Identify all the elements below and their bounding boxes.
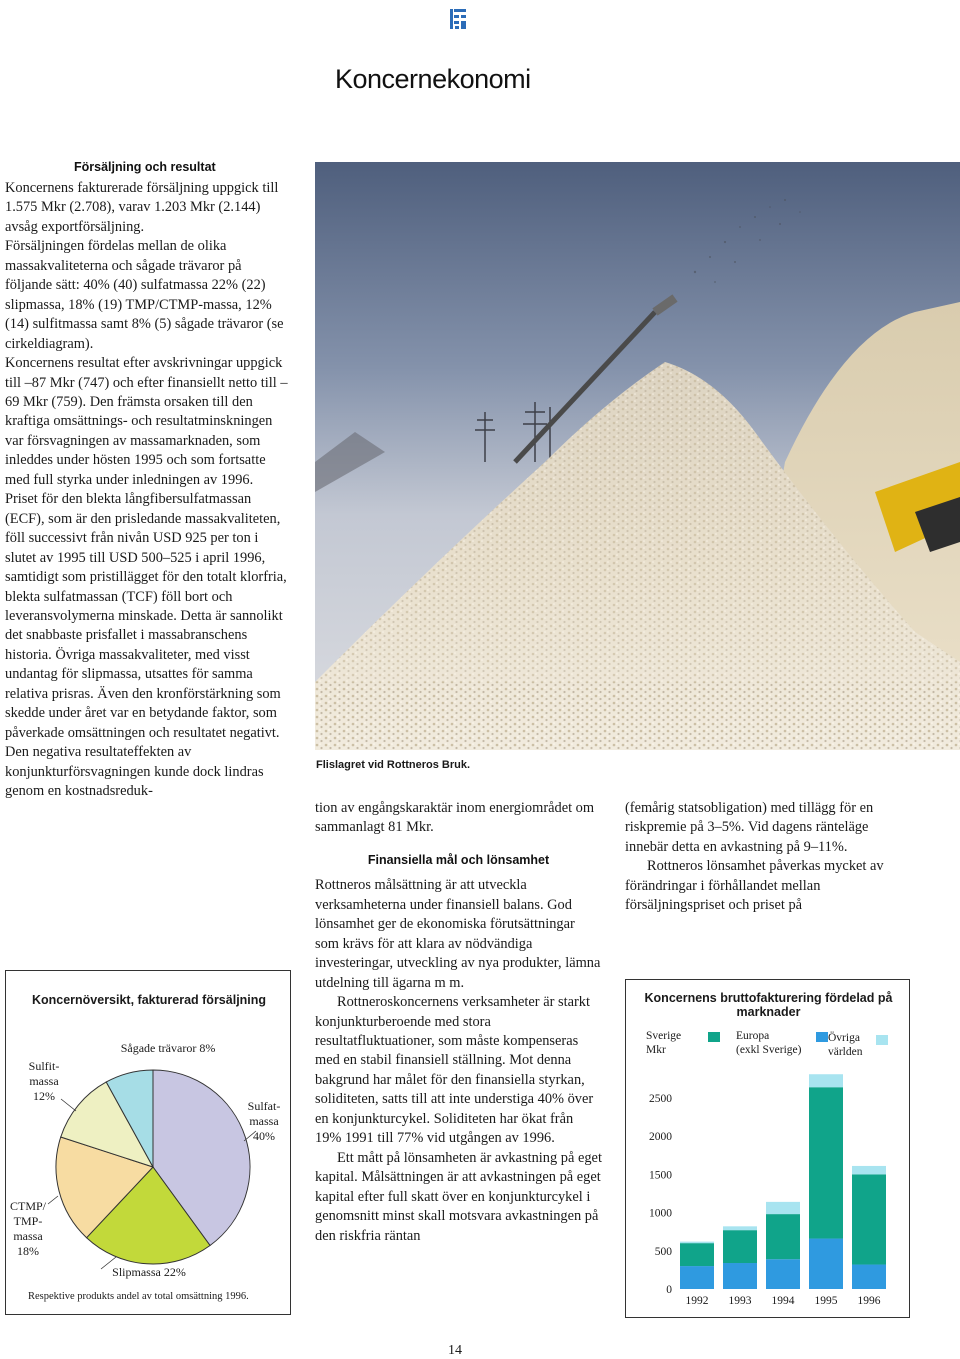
- page-title: Koncernekonomi: [335, 64, 531, 94]
- column-1-text: [5, 179, 288, 802]
- bar-segment-1995-1: [809, 1087, 843, 1238]
- bar-chart-title: Koncernens bruttofakturering fördelad på marknader: [644, 991, 893, 1019]
- x-tick-label: 1996: [857, 1295, 881, 1307]
- bar-segment-1994-0: [766, 1259, 800, 1289]
- bar-chart-box: [625, 979, 910, 1318]
- column-2-text: [315, 799, 602, 1246]
- y-tick-label: 2500: [649, 1092, 672, 1105]
- paragraph: Koncernens resultat efter avskrivningar uppgick till –87 Mkr (747) och efter finansiellt netto till –69 Mkr (759). Den främsta orsaken till den kraftiga omsättnings- och resultatminskningen var försvagningen av massamarknaden, som inleddes under hösten 1995 och som fortsatte med full styrka under inledningen av 1996. Priset för den blekta långfibersulfatmassan (ECF), som är den prisledande massakvaliteten, föll successivt från nivån USD 925 per ton i slutet av 1995 till USD 500–525 i april 1996, samtidigt som pristillägget för den totalt klorfria, blekta sulfatmassan (TCF) föll bort och leveransvolymerna minskade. Detta är sannolikt det snabbaste prisfallet i massabranschens historia. Övriga massakvaliteter, med visst undantag för slipmassa, utsattes för samma relativa prisras. Även den kronförstärkning som skedde under året var en betydande faktor, som påverkade omsättningen och resultatet negativt. Den negativa resultateffekten av konjunkturförsvagningen kunde dock lindras genom en kostnadsreduk-: [5, 355, 288, 800]
- bar-segment-1996-2: [852, 1166, 886, 1174]
- bar-segment-1996-0: [852, 1265, 886, 1289]
- photo-caption: Flislagret vid Rottneros Bruk.: [316, 759, 471, 771]
- pie-chart-title: Koncernöversikt, fakturerad försäljning: [31, 993, 267, 1007]
- pie-chart-footnote: Respektive produkts andel av total omsättning 1996.: [28, 1291, 249, 1302]
- page-number: 14: [448, 1343, 462, 1358]
- legend-ovriga: Övriga världen: [828, 1032, 863, 1058]
- y-tick-label: 1500: [649, 1169, 672, 1182]
- pie-label-sulfitmassa: Sulfit- massa 12%: [28, 1059, 60, 1103]
- section-heading-sales: Försäljning och resultat: [74, 160, 216, 174]
- paragraph: tion av engångskaraktär inom energiområdet om sammanlagt 81 Mkr.: [315, 800, 595, 836]
- legend-europa: Europa (exkl Sverige): [736, 1030, 802, 1056]
- paragraph: Försäljningen fördelas mellan de olika massakvaliteterna och sågade trävaror på följande sätt: 40% (40) sulfatmassa 22% (22) slipmassa, 18% (19) TMP/CTMP-massa, 12% (14) sulfitmassa samt 8% (5) sågade trävaror (se cirkeldiagram).: [5, 238, 284, 352]
- paragraph: Koncernens fakturerade försäljning uppgick till 1.575 Mkr (2.708), varav 1.203 Mkr (2.144) avsåg exportförsäljning.: [5, 180, 279, 235]
- rottneros-logo-icon: [449, 7, 467, 31]
- y-tick-label: 0: [666, 1284, 672, 1296]
- pie-chart-box: [5, 970, 291, 1315]
- pie-label-sulfatmassa: Sulfat- massa 40%: [247, 1099, 281, 1143]
- column-3-text: [625, 799, 910, 916]
- x-tick-label: 1995: [814, 1295, 838, 1307]
- paragraph: Rottneros målsättning är att utveckla verksamheterna under finansiell balans. God lönsamhet ger de ekonomiska förutsättningar som krävs för att klara av nödvändiga investeringar, utveckling av nya produkter, lämna utdelning till ägarna m m.: [315, 877, 601, 991]
- bar-segment-1995-0: [809, 1239, 843, 1289]
- bar-segment-1992-1: [680, 1243, 714, 1266]
- y-tick-label: 2000: [649, 1131, 672, 1144]
- bar-chart: [626, 980, 911, 1319]
- pie-label-slipmassa: Slipmassa 22%: [112, 1265, 186, 1279]
- pie-label-sagade-travaror: Sågade trävaror 8%: [120, 1041, 216, 1055]
- paragraph: Ett mått på lönsamheten är avkastning på eget kapital. Målsättningen är att avkastningen på eget kapital efter full skatt över en konjunkturcykel i genomsnitt minst skall motsvara avkastningen på den riskfria räntan: [315, 1149, 602, 1244]
- bar-segment-1994-2: [766, 1202, 800, 1214]
- bar-segment-1995-2: [809, 1074, 843, 1087]
- woodchip-pile-photo: [315, 162, 960, 750]
- section-heading-financial-goals: Finansiella mål och lönsamhet: [367, 852, 550, 867]
- paragraph: (femårig statsobligation) med tillägg för en riskpremie på 3–5%. Vid dagens ränteläge innebär detta en avkastning på 9–11%.: [625, 800, 874, 855]
- x-tick-label: 1994: [771, 1295, 795, 1307]
- bar-segment-1993-0: [723, 1263, 757, 1289]
- bar-segment-1994-1: [766, 1214, 800, 1259]
- bar-segment-1992-0: [680, 1266, 714, 1289]
- pie-label-ctmp: CTMP/ TMP- massa 18%: [9, 1199, 46, 1258]
- bar-segment-1993-2: [723, 1226, 757, 1230]
- paragraph: Rottneroskoncernens verksamheter är starkt konjunkturberoende med stora resultatfluktuationer, som måste kompenseras med en stabil finansiell ställning. Mot denna bakgrund har målet för den finansiella styrkan, soliditeten, satts till att inte understiga 40% över en konjunkturcykel. Soliditeten har ökat från 19% 1991 till 77% vid utgången av 1996.: [315, 994, 594, 1147]
- bar-segment-1993-1: [723, 1230, 757, 1263]
- y-tick-label: 1000: [649, 1207, 672, 1220]
- x-tick-label: 1993: [728, 1295, 752, 1307]
- x-tick-label: 1992: [685, 1295, 709, 1307]
- bar-segment-1992-2: [680, 1242, 714, 1244]
- y-axis-unit: Sverige Mkr: [646, 1030, 682, 1056]
- paragraph: Rottneros lönsamhet påverkas mycket av förändringar i förhållandet mellan försäljningspriset och priset på: [625, 858, 884, 914]
- pie-leader-line: [48, 1196, 58, 1204]
- y-tick-label: 500: [654, 1245, 672, 1258]
- bar-segment-1996-1: [852, 1174, 886, 1264]
